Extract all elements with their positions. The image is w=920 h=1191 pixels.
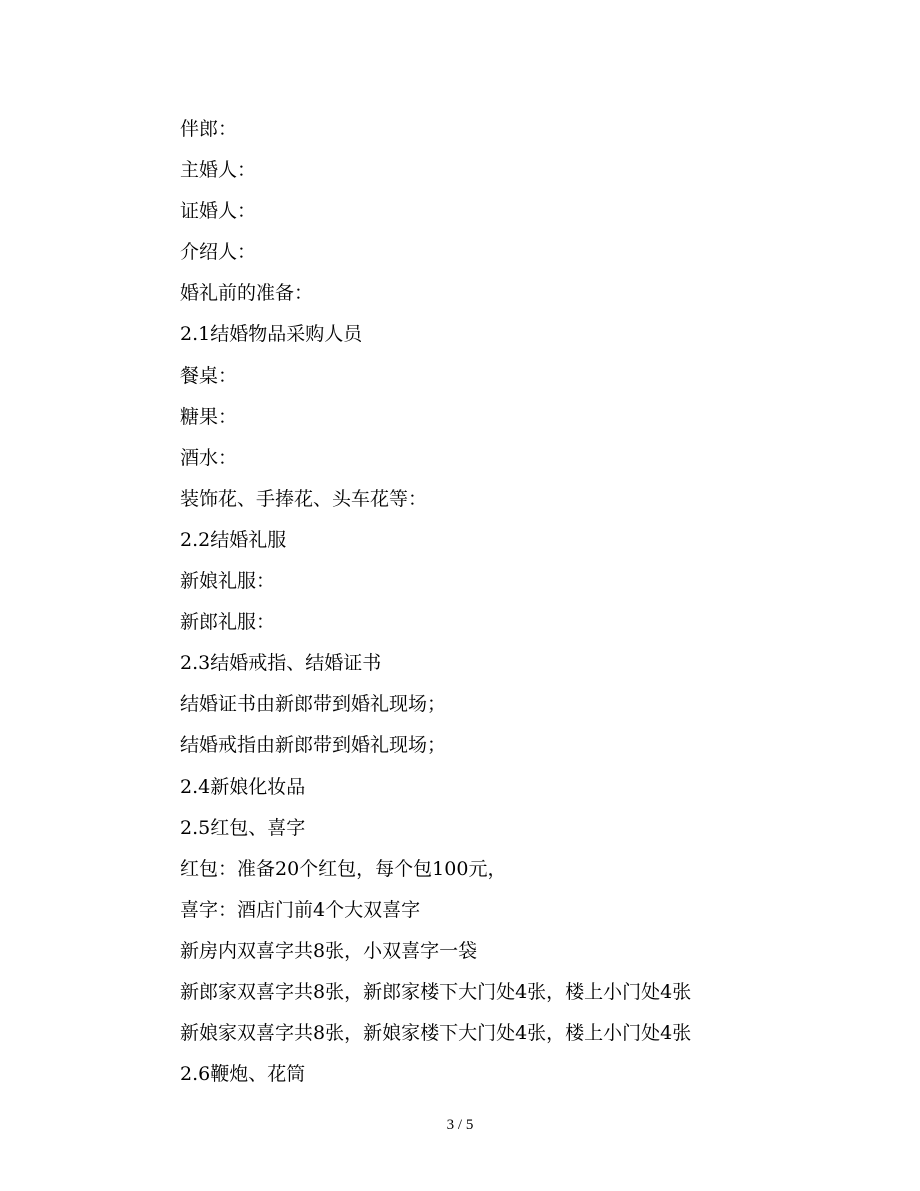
text-line-witness: 证婚人： <box>180 200 257 223</box>
text-line-red-envelopes: 红包：准备20个红包，每个包100元， <box>180 857 507 880</box>
document-body <box>180 109 820 1095</box>
section-heading-2-5: 2.5红包、喜字 <box>180 816 306 839</box>
text-line-groom-suit: 新郎礼服： <box>180 611 276 634</box>
page-number: 3 / 5 <box>446 1117 474 1133</box>
text-line-candy: 糖果： <box>180 405 238 428</box>
text-line-introducer: 介绍人： <box>180 241 257 264</box>
text-line-bride-home-characters: 新娘家双喜字共8张，新娘家楼下大门处4张，楼上小门处4张 <box>180 1022 692 1045</box>
section-heading-2-3: 2.3结婚戒指、结婚证书 <box>180 652 382 675</box>
text-line-tables: 餐桌： <box>180 364 238 387</box>
text-line-certificate: 结婚证书由新郎带到婚礼现场； <box>180 693 447 716</box>
text-line-new-home-characters: 新房内双喜字共8张，小双喜字一袋 <box>180 939 478 962</box>
section-heading-2-2: 2.2结婚礼服 <box>180 528 287 551</box>
text-line-bride-dress: 新娘礼服： <box>180 570 276 593</box>
text-line-hotel-characters: 喜字：酒店门前4个大双喜字 <box>180 898 421 921</box>
text-line-rings: 结婚戒指由新郎带到婚礼现场； <box>180 734 447 757</box>
text-line-groom-home-characters: 新郎家双喜字共8张，新郎家楼下大门处4张，楼上小门处4张 <box>180 980 692 1003</box>
section-heading-2-4: 2.4新娘化妆品 <box>180 775 306 798</box>
text-line-drinks: 酒水： <box>180 446 238 469</box>
section-heading-preparation: 婚礼前的准备： <box>180 282 314 305</box>
text-line-flowers: 装饰花、手捧花、头车花等： <box>180 487 428 510</box>
section-heading-2-6: 2.6鞭炮、花筒 <box>180 1063 306 1086</box>
text-line-groomsman: 伴郎： <box>180 118 238 140</box>
text-line-officiant: 主婚人： <box>180 159 257 182</box>
section-heading-2-1: 2.1结婚物品采购人员 <box>180 323 363 346</box>
